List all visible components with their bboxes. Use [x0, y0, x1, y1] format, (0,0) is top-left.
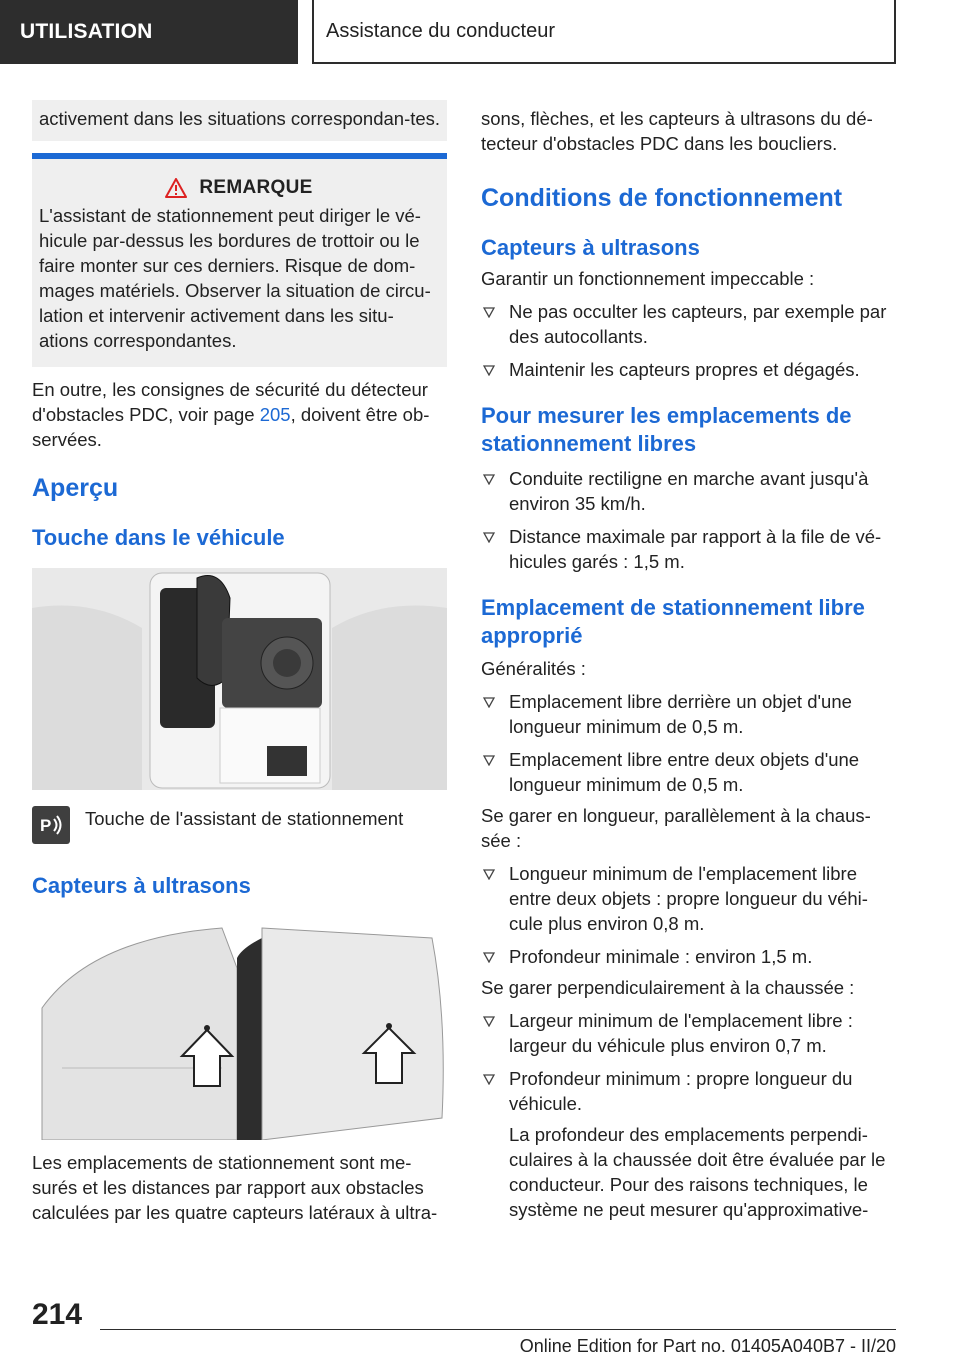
capteurs-list [481, 299, 896, 382]
pdc-text-after: , doivent être ob-servées. [32, 404, 430, 450]
bullet-triangle-icon [483, 755, 495, 766]
longueur-intro: Se garer en longueur, parallèlement à la chaus-sée : [481, 805, 871, 851]
list-item: Ne pas occulter les capteurs, par exemple par des autocollants. [481, 299, 896, 349]
heading-capteurs-right: Capteurs à ultrasons [481, 235, 700, 260]
pdc-text-before: En outre, les consignes de sécurité du détecteur d'obstacles PDC, voir page [32, 379, 428, 425]
heading-mesurer: Pour mesurer les emplacements de stationnement libres [481, 403, 852, 456]
pdc-paragraph [32, 377, 447, 452]
list-item: Distance maximale par rapport à la file de vé-hicules garés : 1,5 m. [481, 524, 896, 574]
left-column [32, 90, 447, 1225]
footer-divider [100, 1329, 896, 1330]
parking-assistant-icon [32, 806, 70, 844]
list-item: Emplacement libre derrière un objet d'une longueur minimum de 0,5 m. [481, 689, 896, 739]
notice-title: REMARQUE [199, 177, 313, 198]
section-title: UTILISATION [20, 20, 153, 43]
heading-apercu: Aperçu [32, 474, 119, 502]
list-item: Profondeur minimum : propre longueur du véhicule. [481, 1066, 896, 1116]
warning-icon [165, 178, 187, 198]
notice-box [32, 153, 447, 367]
bullet-triangle-icon [483, 532, 495, 543]
bullet-triangle-icon [483, 474, 495, 485]
page-number: 214 [32, 1298, 83, 1331]
list-item: Longueur minimum de l'emplacement libre entre deux objets : propre longueur du véhi-cule plus environ 0,8 m. [481, 861, 896, 936]
mesurer-list [481, 466, 896, 574]
heading-conditions: Conditions de fonctionnement [481, 184, 843, 212]
generalites-list [481, 689, 896, 797]
heading-emplacement: Emplacement de stationnement libre approprié [481, 595, 865, 648]
right-column [481, 90, 896, 1222]
chapter-title: Assistance du conducteur [326, 19, 556, 42]
bullet-triangle-icon [483, 952, 495, 963]
list-item: Largeur minimum de l'emplacement libre : largeur du véhicule plus environ 0,7 m. [481, 1008, 896, 1058]
perp-intro: Se garer perpendiculairement à la chaussée : [481, 977, 855, 998]
intro-box [32, 100, 447, 141]
perp-followup: La profondeur des emplacements perpendi-culaires à la chaussée doit être évaluée par le conducteur. Pour des raisons techniques, le système ne peut mesurer qu'approximative- [509, 1124, 886, 1220]
heading-capteurs-left: Capteurs à ultrasons [32, 873, 251, 898]
generalites-label: Généralités : [481, 658, 586, 679]
console-photo [32, 568, 447, 790]
capteurs-intro: Garantir un fonctionnement impeccable : [481, 268, 815, 289]
svg-text:P: P [40, 816, 52, 835]
continuation-paragraph: sons, flèches, et les capteurs à ultrasons du dé-tecteur d'obstacles PDC dans les boucliers. [481, 108, 873, 154]
bullet-triangle-icon [483, 307, 495, 318]
chapter-tab [312, 0, 896, 64]
bullet-triangle-icon [483, 1016, 495, 1027]
list-item: Emplacement libre entre deux objets d'une longueur minimum de 0,5 m. [481, 747, 896, 797]
heading-touche: Touche dans le véhicule [32, 525, 285, 550]
perp-list [481, 1008, 896, 1116]
edition-footer: Online Edition for Part no. 01405A040B7 - II/20 [519, 1336, 896, 1356]
bullet-triangle-icon [483, 365, 495, 376]
sensors-illustration [32, 918, 447, 1140]
bullet-triangle-icon [483, 697, 495, 708]
page-link[interactable]: 205 [259, 404, 291, 425]
button-caption: Touche de l'assistant de stationnement [85, 808, 404, 829]
sensors-paragraph: Les emplacements de stationnement sont me-surés et les distances par rapport aux obstacles calculées par les quatre capteurs latéraux à ultra- [32, 1152, 438, 1223]
list-item: Conduite rectiligne en marche avant jusqu'à environ 35 km/h. [481, 466, 896, 516]
notice-header [39, 177, 439, 199]
section-tab [0, 0, 298, 64]
button-caption-row [32, 806, 447, 844]
longueur-list [481, 861, 896, 969]
bullet-triangle-icon [483, 1074, 495, 1085]
intro-box-text: activement dans les situations correspondan-tes. [39, 108, 441, 129]
bullet-triangle-icon [483, 869, 495, 880]
list-item: Maintenir les capteurs propres et dégagés. [481, 357, 896, 382]
list-item: Profondeur minimale : environ 1,5 m. [481, 944, 896, 969]
notice-text: L'assistant de stationnement peut diriger le vé-hicule par-dessus les bordures de trottoir ou le faire monter sur ces derniers. Risque de dom-mages matériels. Observer la situation de circu-lation et intervenir activement dans les situ-ations correspondantes. [39, 205, 431, 351]
